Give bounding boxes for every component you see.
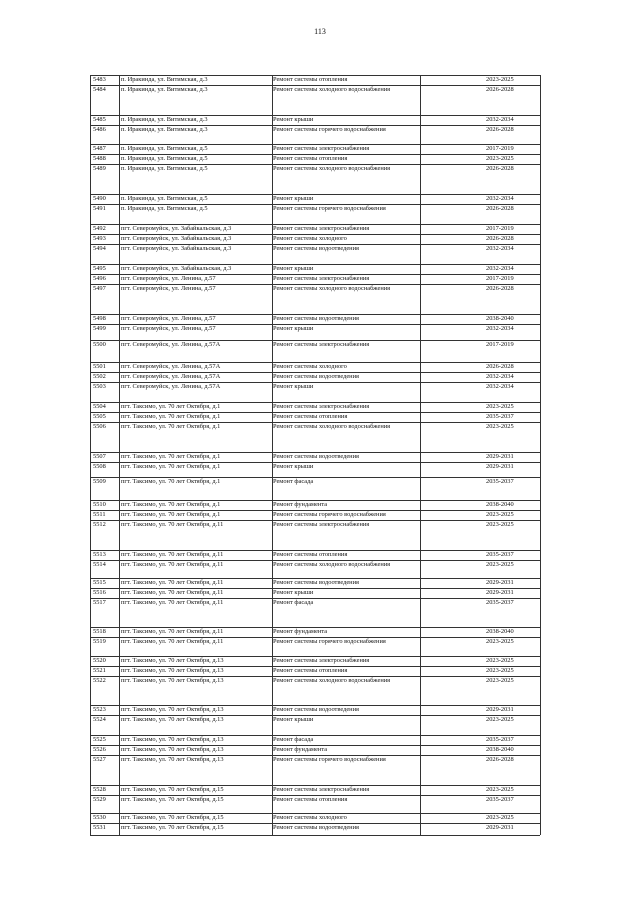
- work-type-cell: Ремонт крыши: [273, 463, 314, 470]
- work-type-cell: Ремонт системы отопления: [273, 667, 348, 674]
- work-type-cell: Ремонт системы электроснабжения: [273, 657, 370, 664]
- period-cell: 2026-2028: [486, 363, 514, 370]
- row-number-cell: 5501: [93, 363, 106, 370]
- address-cell: п. Иракинда, ул. Витимская, д.5: [121, 155, 208, 162]
- table-row: [90, 324, 540, 340]
- table-row: [90, 144, 540, 154]
- row-number-cell: 5505: [93, 413, 106, 420]
- table-row: [90, 477, 540, 500]
- row-number-cell: 5518: [93, 628, 106, 635]
- address-cell: пгт. Таксимо, ул. 70 лет Октября, д.1: [121, 453, 221, 460]
- address-cell: пгт. Таксимо, ул. 70 лет Октября, д.1: [121, 413, 221, 420]
- period-cell: 2035-2037: [486, 736, 514, 743]
- table-row: [90, 274, 540, 284]
- address-cell: пгт. Северомуйск, ул. Ленина, д.57А: [121, 373, 221, 380]
- table-row: [90, 500, 540, 510]
- work-type-cell: Ремонт крыши: [273, 325, 314, 332]
- address-cell: пгт. Северомуйск, ул. Ленина, д.57А: [121, 363, 221, 370]
- period-cell: 2023-2025: [486, 638, 514, 645]
- work-type-cell: Ремонт крыши: [273, 589, 314, 596]
- address-cell: п. Иракинда, ул. Витимская, д.3: [121, 116, 208, 123]
- table-row: [90, 244, 540, 264]
- table-bottom-border: [90, 835, 540, 836]
- address-cell: пгт. Таксимо, ул. 70 лет Октября, д.13: [121, 746, 224, 753]
- row-number-cell: 5508: [93, 463, 106, 470]
- row-number-cell: 5485: [93, 116, 106, 123]
- work-type-cell: Ремонт фасада: [273, 478, 314, 485]
- work-type-cell: Ремонт крыши: [273, 383, 314, 390]
- table-row: [90, 85, 540, 115]
- work-type-cell: Ремонт системы горячего водоснабжения: [273, 638, 386, 645]
- address-cell: пгт. Таксимо, ул. 70 лет Октября, д.13: [121, 667, 224, 674]
- row-number-cell: 5523: [93, 706, 106, 713]
- table-row: [90, 234, 540, 244]
- table-row: [90, 372, 540, 382]
- table-row: [90, 314, 540, 324]
- period-cell: 2017-2019: [486, 225, 514, 232]
- work-type-cell: Ремонт системы холодного водоснабжения: [273, 86, 391, 93]
- row-number-cell: 5498: [93, 315, 106, 322]
- work-type-cell: Ремонт фундамента: [273, 501, 328, 508]
- row-number-cell: 5520: [93, 657, 106, 664]
- address-cell: пгт. Северомуйск, ул. Забайкальская, д.3: [121, 245, 232, 252]
- period-cell: 2026-2028: [486, 285, 514, 292]
- table-row: [90, 402, 540, 412]
- period-cell: 2017-2019: [486, 145, 514, 152]
- work-type-cell: Ремонт системы отопления: [273, 76, 348, 83]
- address-cell: п. Иракинда, ул. Витимская, д.5: [121, 195, 208, 202]
- period-cell: 2035-2037: [486, 599, 514, 606]
- period-cell: 2032-2034: [486, 116, 514, 123]
- work-type-cell: Ремонт системы водоотведения: [273, 245, 359, 252]
- row-number-cell: 5493: [93, 235, 106, 242]
- table-row: [90, 560, 540, 578]
- address-cell: пгт. Таксимо, ул. 70 лет Октября, д.13: [121, 706, 224, 713]
- address-cell: пгт. Таксимо, ул. 70 лет Октября, д.11: [121, 589, 224, 596]
- period-cell: 2035-2037: [486, 413, 514, 420]
- period-cell: 2023-2025: [486, 786, 514, 793]
- period-cell: 2023-2025: [486, 677, 514, 684]
- period-cell: 2029-2031: [486, 589, 514, 596]
- page-number: 113: [314, 27, 326, 36]
- row-number-cell: 5495: [93, 265, 106, 272]
- row-number-cell: 5502: [93, 373, 106, 380]
- work-type-cell: Ремонт системы горячего водоснабжения: [273, 511, 386, 518]
- period-cell: 2038-2040: [486, 315, 514, 322]
- row-number-cell: 5484: [93, 86, 106, 93]
- period-cell: 2023-2025: [486, 76, 514, 83]
- period-cell: 2029-2031: [486, 579, 514, 586]
- table-row: [90, 452, 540, 462]
- address-cell: пгт. Таксимо, ул. 70 лет Октября, д.11: [121, 551, 224, 558]
- work-type-cell: Ремонт системы отопления: [273, 796, 348, 803]
- work-type-cell: Ремонт фундамента: [273, 746, 328, 753]
- period-cell: 2029-2031: [486, 463, 514, 470]
- table-row: [90, 224, 540, 234]
- table-row: [90, 204, 540, 224]
- address-cell: пгт. Северомуйск, ул. Ленина, д.57: [121, 285, 216, 292]
- row-number-cell: 5511: [93, 511, 106, 518]
- period-cell: 2023-2025: [486, 155, 514, 162]
- row-number-cell: 5487: [93, 145, 106, 152]
- row-number-cell: 5488: [93, 155, 106, 162]
- work-type-cell: Ремонт системы холодного: [273, 235, 347, 242]
- work-type-cell: Ремонт системы электроснабжения: [273, 275, 370, 282]
- work-type-cell: Ремонт системы электроснабжения: [273, 786, 370, 793]
- address-cell: пгт. Северомуйск, ул. Забайкальская, д.3: [121, 235, 232, 242]
- period-cell: 2023-2025: [486, 561, 514, 568]
- period-cell: 2038-2040: [486, 628, 514, 635]
- table-row: [90, 125, 540, 144]
- work-type-cell: Ремонт системы отопления: [273, 155, 348, 162]
- period-cell: 2032-2034: [486, 195, 514, 202]
- period-cell: 2029-2031: [486, 706, 514, 713]
- period-cell: 2023-2025: [486, 814, 514, 821]
- work-type-cell: Ремонт системы водоотведения: [273, 453, 359, 460]
- address-cell: пгт. Таксимо, ул. 70 лет Октября, д.13: [121, 716, 224, 723]
- table-row: [90, 627, 540, 637]
- period-cell: 2032-2034: [486, 383, 514, 390]
- table-row: [90, 813, 540, 823]
- period-cell: 2023-2025: [486, 521, 514, 528]
- address-cell: пгт. Таксимо, ул. 70 лет Октября, д.11: [121, 628, 224, 635]
- table-row: [90, 715, 540, 735]
- address-cell: пгт. Таксимо, ул. 70 лет Октября, д.11: [121, 579, 224, 586]
- row-number-cell: 5525: [93, 736, 106, 743]
- table-row: [90, 362, 540, 372]
- row-number-cell: 5499: [93, 325, 106, 332]
- address-cell: пгт. Таксимо, ул. 70 лет Октября, д.15: [121, 824, 224, 831]
- address-cell: п. Иракинда, ул. Витимская, д.3: [121, 126, 208, 133]
- work-type-cell: Ремонт системы горячего водоснабжения: [273, 756, 386, 763]
- work-type-cell: Ремонт фасада: [273, 736, 314, 743]
- row-number-cell: 5497: [93, 285, 106, 292]
- table-row: [90, 785, 540, 795]
- address-cell: пгт. Таксимо, ул. 70 лет Октября, д.11: [121, 521, 224, 528]
- table-row: [90, 598, 540, 627]
- work-type-cell: Ремонт крыши: [273, 195, 314, 202]
- work-type-cell: Ремонт системы электроснабжения: [273, 403, 370, 410]
- address-cell: п. Иракинда, ул. Витимская, д.5: [121, 205, 208, 212]
- row-number-cell: 5503: [93, 383, 106, 390]
- row-number-cell: 5496: [93, 275, 106, 282]
- table-row: [90, 676, 540, 705]
- row-number-cell: 5519: [93, 638, 106, 645]
- row-number-cell: 5483: [93, 76, 106, 83]
- period-cell: 2026-2028: [486, 165, 514, 172]
- table-row: [90, 637, 540, 656]
- address-cell: пгт. Таксимо, ул. 70 лет Октября, д.1: [121, 501, 221, 508]
- period-cell: 2017-2019: [486, 275, 514, 282]
- row-number-cell: 5504: [93, 403, 106, 410]
- work-type-cell: Ремонт системы водоотведения: [273, 373, 359, 380]
- work-type-cell: Ремонт системы электроснабжения: [273, 225, 370, 232]
- table-row: [90, 164, 540, 194]
- table-row: [90, 340, 540, 362]
- address-cell: пгт. Северомуйск, ул. Ленина, д.57: [121, 325, 216, 332]
- table-row: [90, 578, 540, 588]
- work-type-cell: Ремонт системы холодного: [273, 814, 347, 821]
- period-cell: 2023-2025: [486, 657, 514, 664]
- row-number-cell: 5509: [93, 478, 106, 485]
- row-number-cell: 5492: [93, 225, 106, 232]
- row-number-cell: 5513: [93, 551, 106, 558]
- table-row: [90, 588, 540, 598]
- work-type-cell: Ремонт системы отопления: [273, 413, 348, 420]
- table-row: [90, 382, 540, 402]
- period-cell: 2023-2025: [486, 511, 514, 518]
- row-number-cell: 5491: [93, 205, 106, 212]
- table-row: [90, 422, 540, 452]
- work-type-cell: Ремонт крыши: [273, 265, 314, 272]
- period-cell: 2026-2028: [486, 86, 514, 93]
- address-cell: пгт. Северомуйск, ул. Ленина, д.57: [121, 315, 216, 322]
- period-cell: 2026-2028: [486, 126, 514, 133]
- row-number-cell: 5507: [93, 453, 106, 460]
- address-cell: п. Иракинда, ул. Витимская, д.5: [121, 145, 208, 152]
- row-number-cell: 5531: [93, 824, 106, 831]
- row-number-cell: 5528: [93, 786, 106, 793]
- address-cell: пгт. Таксимо, ул. 70 лет Октября, д.1: [121, 463, 221, 470]
- period-cell: 2035-2037: [486, 478, 514, 485]
- work-type-cell: Ремонт системы водоотведения: [273, 824, 359, 831]
- period-cell: 2023-2025: [486, 716, 514, 723]
- table-row: [90, 520, 540, 550]
- period-cell: 2029-2031: [486, 453, 514, 460]
- work-type-cell: Ремонт системы водоотведения: [273, 579, 359, 586]
- address-cell: пгт. Таксимо, ул. 70 лет Октября, д.11: [121, 561, 224, 568]
- address-cell: пгт. Таксимо, ул. 70 лет Октября, д.1: [121, 423, 221, 430]
- period-cell: 2026-2028: [486, 205, 514, 212]
- row-number-cell: 5527: [93, 756, 106, 763]
- work-type-cell: Ремонт фасада: [273, 599, 314, 606]
- work-type-cell: Ремонт системы холодного водоснабжения: [273, 561, 391, 568]
- table-row: [90, 462, 540, 477]
- work-type-cell: Ремонт крыши: [273, 116, 314, 123]
- work-type-cell: Ремонт системы электроснабжения: [273, 341, 370, 348]
- period-cell: 2032-2034: [486, 265, 514, 272]
- address-cell: пгт. Северомуйск, ул. Ленина, д.57: [121, 275, 216, 282]
- row-number-cell: 5530: [93, 814, 106, 821]
- work-type-cell: Ремонт системы холодного водоснабжения: [273, 677, 391, 684]
- work-type-cell: Ремонт системы отопления: [273, 551, 348, 558]
- table-row: [90, 755, 540, 785]
- address-cell: пгт. Северомуйск, ул. Забайкальская, д.3: [121, 225, 232, 232]
- address-cell: пгт. Северомуйск, ул. Забайкальская, д.3: [121, 265, 232, 272]
- period-cell: 2035-2037: [486, 796, 514, 803]
- table-row: [90, 735, 540, 745]
- work-type-cell: Ремонт системы горячего водоснабжения: [273, 205, 386, 212]
- row-number-cell: 5510: [93, 501, 106, 508]
- address-cell: п. Иракинда, ул. Витимская, д.5: [121, 165, 208, 172]
- period-cell: 2026-2028: [486, 235, 514, 242]
- address-cell: пгт. Таксимо, ул. 70 лет Октября, д.13: [121, 677, 224, 684]
- row-number-cell: 5489: [93, 165, 106, 172]
- work-type-cell: Ремонт системы холодного водоснабжения: [273, 285, 391, 292]
- row-number-cell: 5524: [93, 716, 106, 723]
- period-cell: 2032-2034: [486, 325, 514, 332]
- address-cell: пгт. Таксимо, ул. 70 лет Октября, д.15: [121, 796, 224, 803]
- table-row: [90, 510, 540, 520]
- address-cell: п. Иракинда, ул. Витимская, д.3: [121, 86, 208, 93]
- period-cell: 2038-2040: [486, 501, 514, 508]
- row-number-cell: 5486: [93, 126, 106, 133]
- table-row: [90, 745, 540, 755]
- work-type-cell: Ремонт крыши: [273, 716, 314, 723]
- address-cell: пгт. Северомуйск, ул. Ленина, д.57А: [121, 383, 221, 390]
- row-number-cell: 5500: [93, 341, 106, 348]
- address-cell: пгт. Таксимо, ул. 70 лет Октября, д.15: [121, 786, 224, 793]
- column-separator: [540, 75, 541, 835]
- work-type-cell: Ремонт системы водоотведения: [273, 706, 359, 713]
- period-cell: 2032-2034: [486, 245, 514, 252]
- table-row: [90, 656, 540, 666]
- period-cell: 2023-2025: [486, 423, 514, 430]
- work-type-cell: Ремонт системы холодного водоснабжения: [273, 423, 391, 430]
- work-type-cell: Ремонт системы электроснабжения: [273, 145, 370, 152]
- period-cell: 2023-2025: [486, 667, 514, 674]
- table-row: [90, 666, 540, 676]
- row-number-cell: 5506: [93, 423, 106, 430]
- row-number-cell: 5516: [93, 589, 106, 596]
- table-row: [90, 75, 540, 85]
- address-cell: пгт. Таксимо, ул. 70 лет Октября, д.13: [121, 756, 224, 763]
- address-cell: п. Иракинда, ул. Витимская, д.3: [121, 76, 208, 83]
- address-cell: пгт. Таксимо, ул. 70 лет Октября, д.1: [121, 403, 221, 410]
- table-row: [90, 550, 540, 560]
- period-cell: 2032-2034: [486, 373, 514, 380]
- row-number-cell: 5526: [93, 746, 106, 753]
- table-row: [90, 154, 540, 164]
- row-number-cell: 5529: [93, 796, 106, 803]
- address-cell: пгт. Таксимо, ул. 70 лет Октября, д.15: [121, 814, 224, 821]
- table-row: [90, 115, 540, 125]
- row-number-cell: 5514: [93, 561, 106, 568]
- period-cell: 2035-2037: [486, 551, 514, 558]
- row-number-cell: 5521: [93, 667, 106, 674]
- table-row: [90, 264, 540, 274]
- period-cell: 2029-2031: [486, 824, 514, 831]
- row-number-cell: 5522: [93, 677, 106, 684]
- work-type-cell: Ремонт системы холодного водоснабжения: [273, 165, 391, 172]
- row-number-cell: 5515: [93, 579, 106, 586]
- row-number-cell: 5517: [93, 599, 106, 606]
- work-type-cell: Ремонт системы холодного: [273, 363, 347, 370]
- address-cell: пгт. Таксимо, ул. 70 лет Октября, д.1: [121, 511, 221, 518]
- period-cell: 2023-2025: [486, 403, 514, 410]
- table-row: [90, 284, 540, 314]
- period-cell: 2026-2028: [486, 756, 514, 763]
- row-number-cell: 5494: [93, 245, 106, 252]
- table-row: [90, 194, 540, 204]
- address-cell: пгт. Таксимо, ул. 70 лет Октября, д.11: [121, 599, 224, 606]
- table-row: [90, 705, 540, 715]
- work-type-cell: Ремонт фундамента: [273, 628, 328, 635]
- table-row: [90, 823, 540, 835]
- work-type-cell: Ремонт системы водоотведения: [273, 315, 359, 322]
- table-row: [90, 412, 540, 422]
- address-cell: пгт. Таксимо, ул. 70 лет Октября, д.13: [121, 657, 224, 664]
- period-cell: 2017-2019: [486, 341, 514, 348]
- address-cell: пгт. Северомуйск, ул. Ленина, д.57А: [121, 341, 221, 348]
- address-cell: пгт. Таксимо, ул. 70 лет Октября, д.1: [121, 478, 221, 485]
- work-type-cell: Ремонт системы горячего водоснабжения: [273, 126, 386, 133]
- row-number-cell: 5490: [93, 195, 106, 202]
- address-cell: пгт. Таксимо, ул. 70 лет Октября, д.13: [121, 736, 224, 743]
- work-type-cell: Ремонт системы электроснабжения: [273, 521, 370, 528]
- period-cell: 2038-2040: [486, 746, 514, 753]
- row-number-cell: 5512: [93, 521, 106, 528]
- address-cell: пгт. Таксимо, ул. 70 лет Октября, д.11: [121, 638, 224, 645]
- table-row: [90, 795, 540, 813]
